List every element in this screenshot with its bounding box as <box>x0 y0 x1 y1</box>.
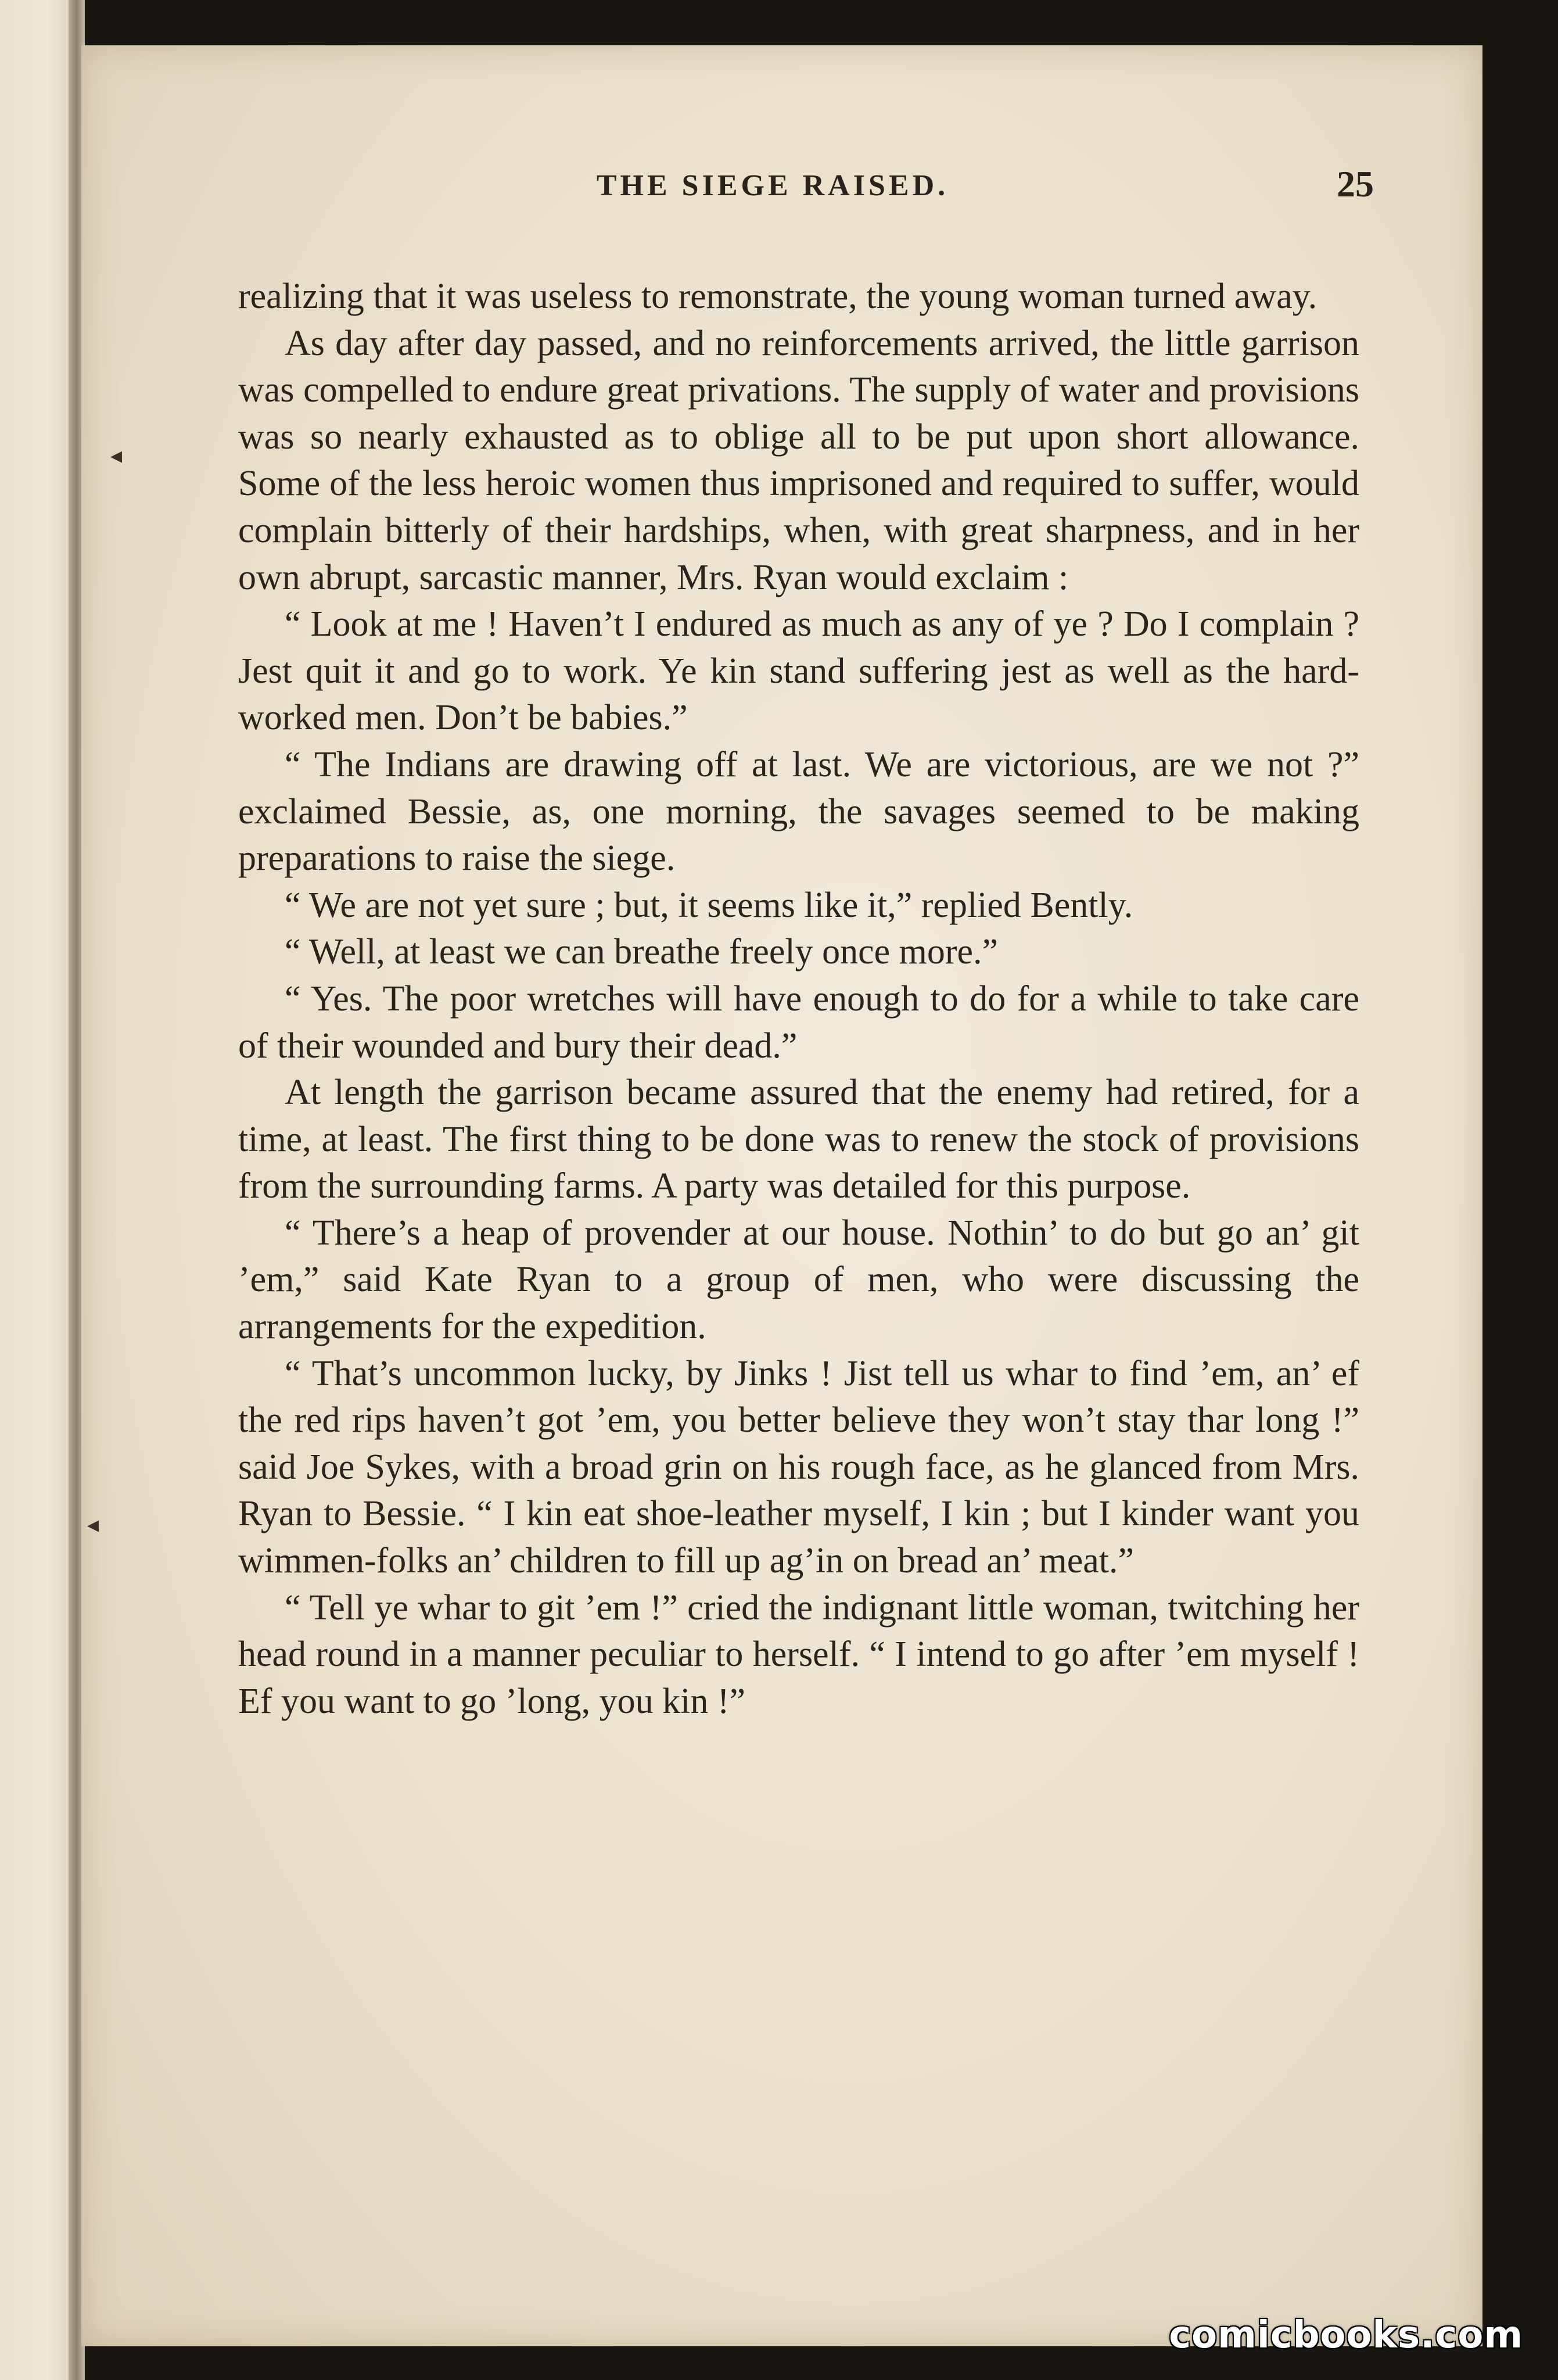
page-number: 25 <box>1337 163 1374 205</box>
paragraph: “ There’s a heap of provender at our house. Nothin’ to do but go an’ git ’em,” said Kate Ryan to a group of men, who were discussing the arrangements for the expedition. <box>238 1213 1359 1347</box>
margin-mark: ◂ <box>87 1511 99 1537</box>
site-watermark: comicbooks.com <box>1169 2314 1523 2357</box>
paragraph: realizing that it was useless to remonstrate, the young woman turned away. <box>238 277 1318 316</box>
running-head <box>163 139 1383 209</box>
running-title: THE SIEGE RAISED. <box>596 169 949 202</box>
paragraph: As day after day passed, and no reinforcements arrived, the little garrison was compelled to endure great privations. The supply of water and provisions was so nearly exhausted as to oblige all to be put upon short allowance. Some of the less heroic women thus imprisoned and required to suffer, would complain bitterly of their hardships, when, with great sharpness, and in her own abrupt, sarcastic manner, Mrs. Ryan would exclaim : <box>238 323 1359 597</box>
paragraph: “ Yes. The poor wretches will have enough to do for a while to take care of their wounded and bury their dead.” <box>238 978 1359 1066</box>
paragraph: “ The Indians are drawing off at last. We are victorious, are we not ?” exclaimed Bessie, as, one morning, the savages seemed to be making preparations to raise the siege. <box>238 744 1359 879</box>
paragraph: “ Well, at least we can breathe freely once more.” <box>285 932 999 972</box>
paragraph: “ Look at me ! Haven’t I endured as much as any of ye ? Do I complain ? Jest quit it and go to work. Ye kin stand suffering jest as well as the hard-worked men. Don’t be babies.” <box>238 604 1359 738</box>
paragraph: “ Tell ye whar to git ’em !” cried the indignant little woman, twitching her head round in a manner peculiar to herself. “ I intend to go after ’em myself ! Ef you want to go ’long, you kin !” <box>238 1587 1359 1721</box>
paragraph: “ That’s uncommon lucky, by Jinks ! Jist tell us whar to find ’em, an’ ef the red rips haven’t got ’em, you better believe they won’t stay thar long !” said Joe Sykes, with a broad grin on his rough face, as he glanced from Mrs. Ryan to Bessie. “ I kin eat shoe-leather myself, I kin ; but I kinder want you wimmen-folks an’ children to fill up ag’in on bread an’ meat.” <box>238 1353 1359 1581</box>
facing-page-edge <box>0 0 78 2380</box>
paragraph: “ We are not yet sure ; but, it seems like it,” replied Bently. <box>285 885 1133 925</box>
margin-mark: ◂ <box>110 442 123 468</box>
paragraph: At length the garrison became assured that the enemy had retired, for a time, at least. The first thing to be done was to renew the stock of provisions from the surrounding farms. A party was detailed for this purpose. <box>238 1073 1359 1206</box>
body-text <box>238 273 1359 1725</box>
